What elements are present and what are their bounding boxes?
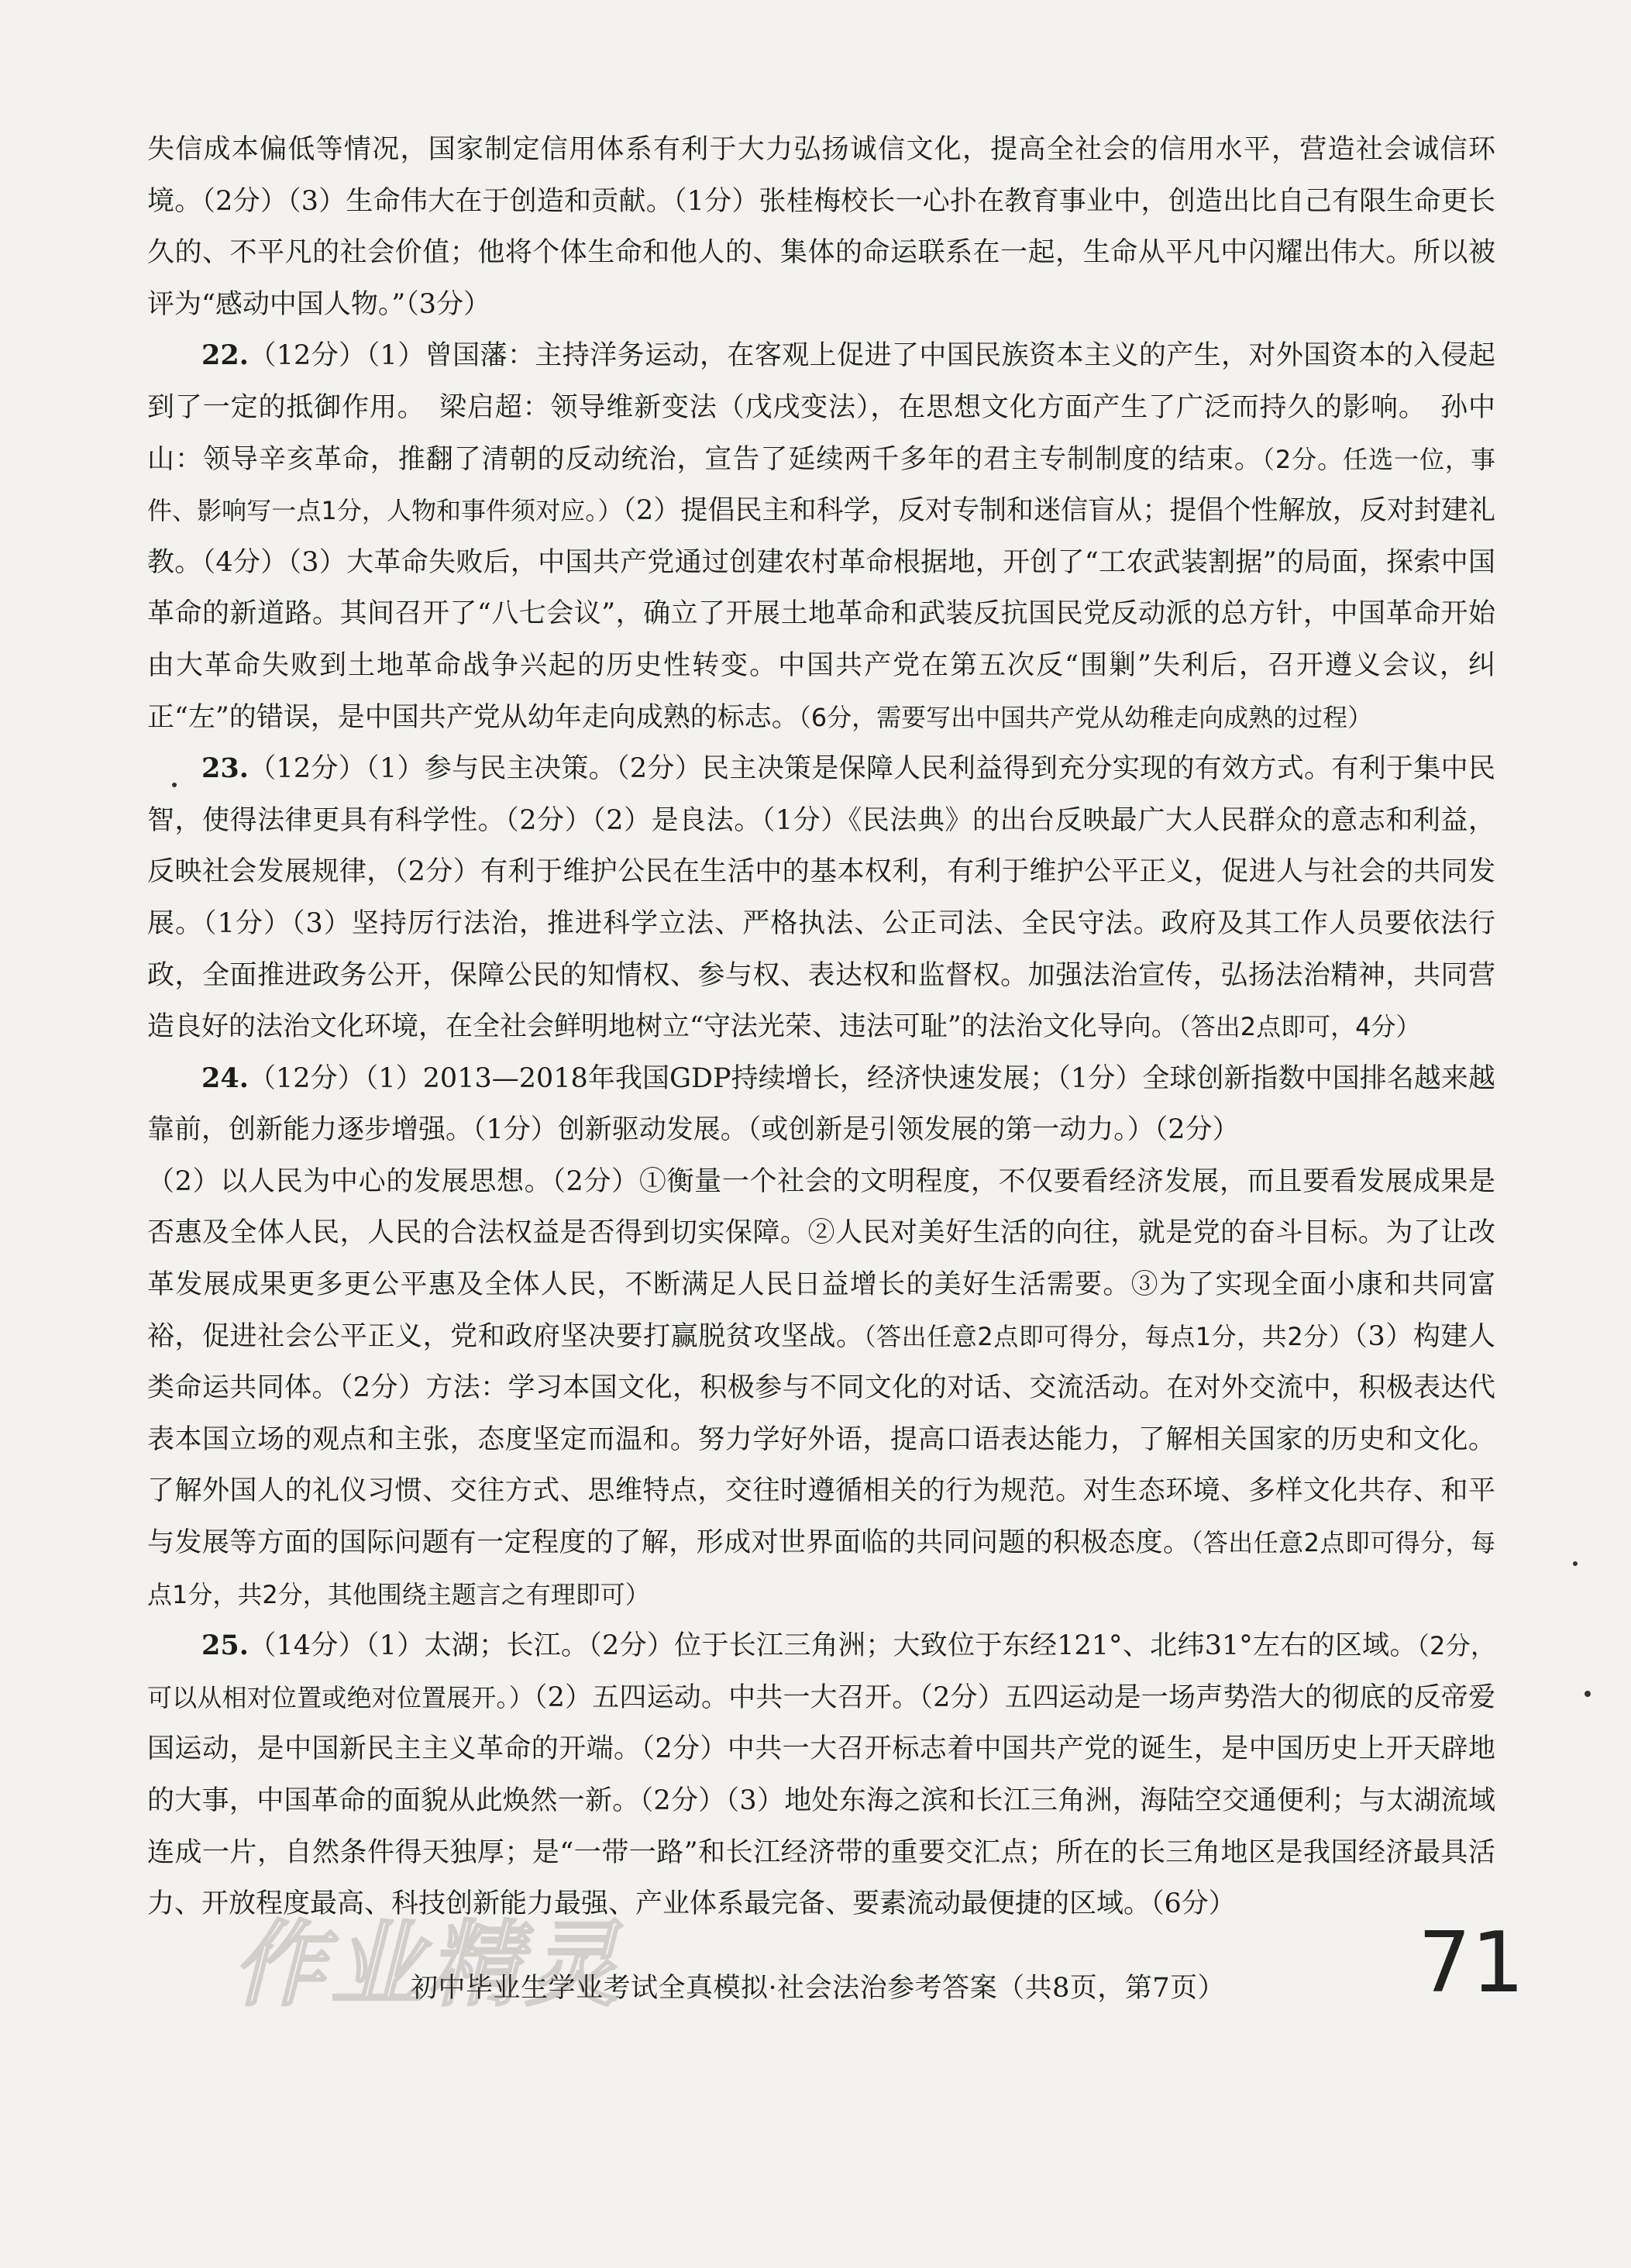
question-24: 24.（12分）（1）2013—2018年我国GDP持续增长，经济快速发展；（1分）全球创新指数中国排名越来越靠前，创新能力逐步增强。（1分）创新驱动发展。（或创新是引领发展的第一动力。）（2分）: [147, 1062, 1495, 1146]
scan-speck: [1573, 1561, 1578, 1566]
scan-speck: [172, 783, 177, 787]
page-footer: 初中毕业生学业考试全真模拟·社会法治参考答案（共8页，第7页）: [411, 1973, 1226, 2004]
question-number: 25.: [201, 1630, 249, 1662]
question-number: 23.: [201, 752, 249, 785]
answer-text: [147, 124, 1495, 1930]
question-22: 22.（12分）（1）曾国藩：主持洋务运动，在客观上促进了中国民族资本主义的产生，对外国资本的入侵起到了一定的抵御作用。 梁启超：领导维新变法（戊戌变法），在思想文化方面产生了广泛而持久的影响。 孙中山：领导辛亥革命，推翻了清朝的反动统治，宣告了延续两千多年的君主专制制度的结束。（2分。任选一位，事件、影响写一点1分，人物和事件须对应。）（2）提倡民主和科学，反对专制和迷信盲从；提倡个性解放，反对封建礼教。（4分）（3）大革命失败后，中国共产党通过创建农村革命根据地，开创了“工农武装割据”的局面，探索中国革命的新道路。其间召开了“八七会议”，确立了开展土地革命和武装反抗国民党反动派的总方针，中国革命开始由大革命失败到土地革命战争兴起的历史性转变。中国共产党在第五次反“围剿”失利后，召开遵义会议，纠正“左”的错误，是中国共产党从幼年走向成熟的标志。（6分，需要写出中国共产党从幼稚走向成熟的过程）: [147, 339, 1495, 733]
question-24-part2: （2）以人民为中心的发展思想。（2分）①衡量一个社会的文明程度，不仅要看经济发展，而且要看发展成果是否惠及全体人民，人民的合法权益是否得到切实保障。②人民对美好生活的向往，就是党的奋斗目标。为了让改革发展成果更多更公平惠及全体人民，不断满足人民日益增长的美好生活需要。③为了实现全面小康和共同富裕，促进社会公平正义，党和政府坚决要打赢脱贫攻坚战。（答出任意2点即可得分，每点1分，共2分）（3）构建人类命运共同体。（2分）方法：学习本国文化，积极参与不同文化的对话、交流活动。在对外交流中，积极表达代表本国立场的观点和主张，态度坚定而温和。努力学好外语，提高口语表达能力，了解相关国家的历史和文化。了解外国人的礼仪习惯、交往方式、思维特点，交往时遵循相关的行为规范。对生态环境、多样文化共存、和平与发展等方面的国际问题有一定程度的了解，形成对世界面临的共同问题的积极态度。（答出任意2点即可得分，每点1分，共2分，其他围绕主题言之有理即可）: [147, 1165, 1495, 1609]
question-23: 23.（12分）（1）参与民主决策。（2分）民主决策是保障人民利益得到充分实现的有效方式。有利于集中民智，使得法律更具有科学性。（2分）（2）是良法。（1分）《民法典》的出台反映最广大人民群众的意志和利益，反映社会发展规律，（2分）有利于维护公民在生活中的基本权利，有利于维护公平正义，促进人与社会的共同发展。（1分）（3）坚持厉行法治，推进科学立法、严格执法、公正司法、全民守法。政府及其工作人员要依法行政，全面推进政务公开，保障公民的知情权、参与权、表达权和监督权。加强法治宣传，弘扬法治精神，共同营造良好的法治文化环境，在全社会鲜明地树立“守法光荣、违法可耻”的法治文化导向。（答出2点即可，4分）: [147, 752, 1495, 1043]
question-number: 22.: [201, 339, 249, 372]
scan-speck: [1585, 1691, 1591, 1697]
watermark-logo: 作业精灵: [232, 1912, 623, 2019]
continuation-paragraph: 失信成本偏低等情况，国家制定信用体系有利于大力弘扬诚信文化，提高全社会的信用水平，营造社会诚信环境。（2分）（3）生命伟大在于创造和贡献。（1分）张桂梅校长一心扑在教育事业中，创造出比自己有限生命更长久的、不平凡的社会价值；他将个体生命和他人的、集体的命运联系在一起，生命从平凡中闪耀出伟大。所以被评为“感动中国人物。”（3分）: [147, 134, 1495, 320]
page-number: 71: [1418, 1915, 1525, 2012]
question-number: 24.: [201, 1062, 249, 1094]
question-25: 25.（14分）（1）太湖；长江。（2分）位于长江三角洲；大致位于东经121°、北纬31°左右的区域。（2分，可以从相对位置或绝对位置展开。）（2）五四运动。中共一大召开。（2分）五四运动是一场声势浩大的彻底的反帝爱国运动，是中国新民主主义革命的开端。（2分）中共一大召开标志着中国共产党的诞生，是中国历史上开天辟地的大事，中国革命的面貌从此焕然一新。（2分）（3）地处东海之滨和长江三角洲，海陆空交通便利；与太湖流域连成一片，自然条件得天独厚；是“一带一路”和长江经济带的重要交汇点；所在的长三角地区是我国经济最具活力、开放程度最高、科技创新能力最强、产业体系最完备、要素流动最便捷的区域。（6分）: [147, 1630, 1495, 1920]
